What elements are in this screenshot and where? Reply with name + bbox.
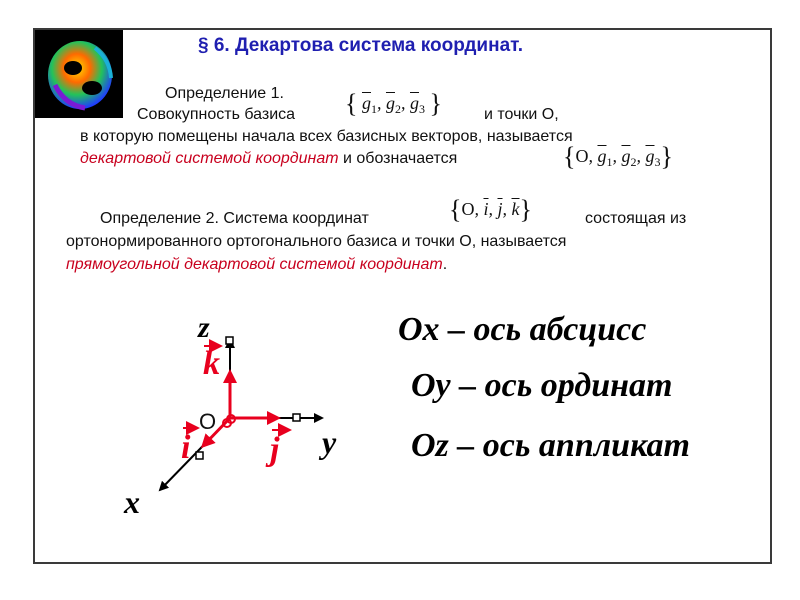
axis-name-oz: Oz – ось аппликат [411, 427, 690, 464]
def1-line2: в которую помещены начала всех базисных векторов, называется [80, 128, 573, 145]
basis-sub-1: 1 [370, 102, 377, 116]
notation-g2: $\overline{g}$ [621, 146, 631, 166]
def1-line1: Совокупность базиса [137, 106, 296, 123]
def1-label: Определение 1. [165, 85, 284, 102]
axis-label-y: y [322, 424, 337, 460]
def2-line2: ортонормированного ортогонального базиса и точки О, называется [66, 233, 567, 250]
notation-sub-2: 2 [630, 155, 637, 169]
axis-label-z: z [198, 311, 210, 344]
def2-term: прямоугольной декартовой системой координат [66, 256, 443, 273]
basis-g1: $\overline{g}$ [361, 93, 371, 113]
axis-label-x: x [124, 484, 140, 520]
notation-sub-1: 1 [606, 155, 613, 169]
y-unit-tick [293, 414, 300, 421]
def2-term-end: . [442, 256, 448, 273]
notation-g1: $\overline{g}$ [597, 146, 607, 166]
basis-g2: $\overline{g}$ [385, 93, 395, 113]
def1-line1-tail: и точки О, [484, 106, 559, 123]
axis-name-ox: Ox – ось абсцисс [398, 311, 647, 348]
basis-g3: $\overline{g}$ [409, 93, 419, 113]
page-title: § 6. Декартова система координат. [198, 35, 524, 56]
system-notation-formula: {O, $\overline{g}_1$, $\overline{g}_2$, $\overline{g}_3$} [563, 142, 673, 171]
notation-i: $\overline{i}$ [483, 199, 489, 219]
x-unit-tick [196, 452, 203, 459]
vector-label-k: k [203, 345, 220, 382]
notation-k: $\overline{k}$ [511, 199, 520, 219]
axis-name-oy: Oy – ось ординат [411, 367, 673, 404]
notation-point: O [575, 146, 589, 166]
notation-g3: $\overline{g}$ [645, 146, 655, 166]
ortho-system-formula: {O, $\overline{i}$, $\overline{j}$, $\overline{k}$} [449, 195, 532, 224]
basis-set-formula: { $\overline{g}_1$, $\overline{g}_2$, $\overline{g}_3$ } [345, 89, 442, 118]
def2-tail: состоящая из [585, 210, 687, 227]
def2-label: Определение 2. Система координат [100, 210, 369, 227]
basis-sub-3: 3 [418, 102, 425, 116]
vector-label-j: j [270, 431, 280, 468]
notation-o: O [461, 199, 475, 219]
origin-label: O [199, 409, 217, 434]
notation-sub-3: 3 [654, 155, 661, 169]
basis-sub-2: 2 [394, 102, 401, 116]
z-unit-tick [226, 337, 233, 344]
vector-label-i: i [181, 429, 191, 466]
def1-term: декартовой системой координат [80, 150, 339, 167]
notation-j: $\overline{j}$ [497, 199, 503, 219]
def1-line3-tail: и обозначается [343, 150, 458, 167]
